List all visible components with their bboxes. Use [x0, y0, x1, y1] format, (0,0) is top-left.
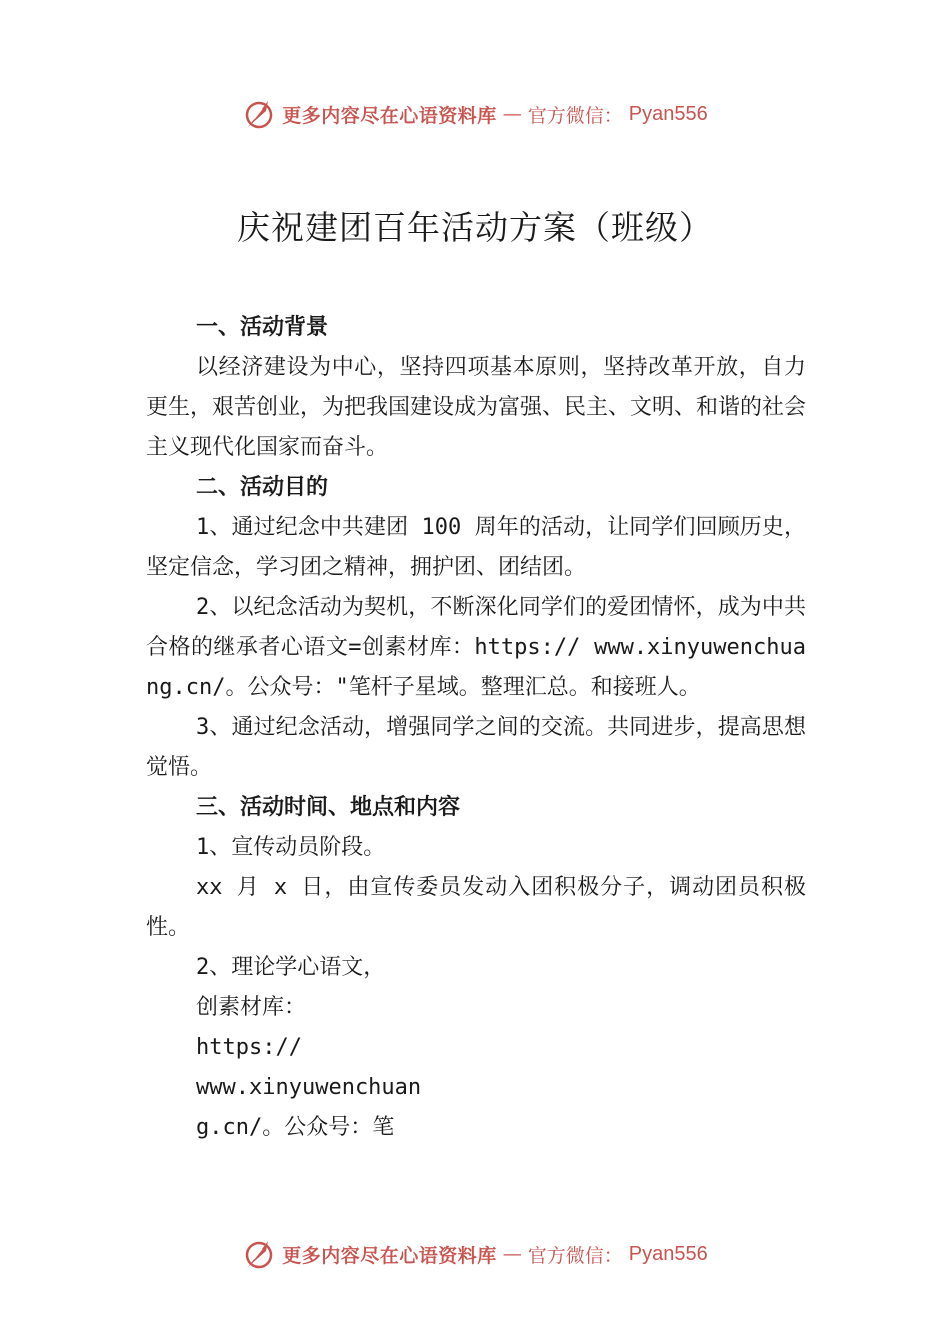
- banner-separator: —: [502, 1243, 522, 1265]
- banner-wechat-id: Pyan556: [628, 1242, 708, 1265]
- paragraph-stage-1: 1、宣传动员阶段。: [196, 835, 386, 860]
- document-body: [146, 308, 806, 1148]
- text-line: www.xinyuwenchuan: [196, 1075, 422, 1100]
- paragraph-purpose-1: 1、通过纪念中共建团 100 周年的活动，让同学们回顾历史，坚定信念，学习团之精神，拥护团、团结团。: [146, 515, 806, 580]
- text-line: g.cn/。公众号：笔: [196, 1115, 395, 1140]
- header-watermark-banner: [0, 94, 950, 134]
- text-line: https://: [196, 1035, 302, 1060]
- banner-wechat-id: Pyan556: [628, 102, 708, 125]
- paragraph-background: 以经济建设为中心，坚持四项基本原则，坚持改革开放，自力更生，艰苦创业，为把我国建设成为富强、民主、文明、和谐的社会主义现代化国家而奋斗。: [146, 355, 807, 460]
- document-title: 庆祝建团百年活动方案（班级）: [237, 208, 713, 247]
- section-heading-time-place-content: 三、活动时间、地点和内容: [196, 795, 461, 820]
- banner-wechat-label: 官方微信：: [527, 104, 623, 127]
- quill-pen-logo-icon: [242, 97, 276, 131]
- paragraph-stage-1-detail: xx 月 x 日，由宣传委员发动入团积极分子，调动团员积极性。: [146, 875, 806, 940]
- banner-separator: —: [502, 103, 522, 125]
- text-line: 创素材库：: [196, 995, 307, 1020]
- section-heading-purpose: 二、活动目的: [196, 475, 329, 500]
- paragraph-purpose-2: 2、以纪念活动为契机，不断深化同学们的爱团情怀，成为中共合格的继承者心语文=创素材库：https:// www.xinyuwenchuang.cn/。公众号："笔杆子星域。整理汇总。和接班人。: [146, 595, 806, 700]
- banner-wechat-label: 官方微信：: [527, 1244, 623, 1267]
- paragraph-purpose-3: 3、通过纪念活动，增强同学之间的交流。共同进步，提高思想觉悟。: [146, 715, 806, 780]
- section-heading-background: 一、活动背景: [196, 315, 329, 340]
- banner-text: 更多内容尽在心语资料库: [282, 1244, 497, 1267]
- footer-watermark-banner: [0, 1234, 950, 1274]
- banner-text: 更多内容尽在心语资料库: [282, 104, 497, 127]
- paragraph-stage-2: 2、理论学心语文，: [196, 955, 386, 980]
- quill-pen-logo-icon: [242, 1237, 276, 1271]
